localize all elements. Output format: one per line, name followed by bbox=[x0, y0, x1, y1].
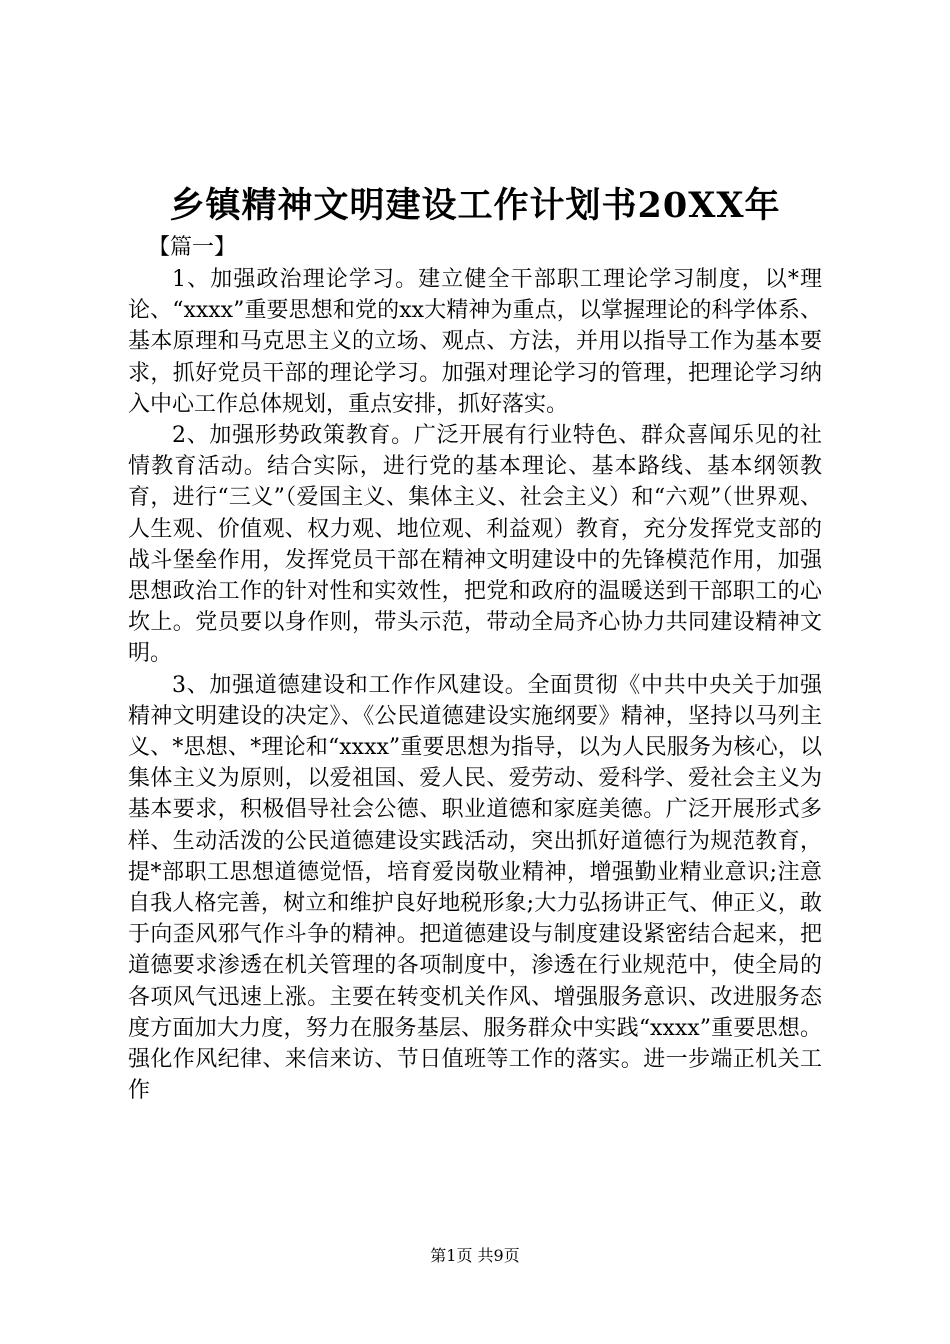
document-body bbox=[128, 264, 822, 1106]
paragraph-3: 3、加强道德建设和工作作风建设。全面贯彻《中共中央关于加强精神文明建设的决定》、《公民道德建设实施纲要》精神，坚持以马列主义、*思想、*理论和“xxxx”重要思想为指导，以为人民服务为核心，以集体主义为原则，以爱祖国、爱人民、爱劳动、爱科学、爱社会主义为基本要求，积极倡导社会公德、职业道德和家庭美德。广泛开展形式多样、生动活泼的公民道德建设实践活动，突出抓好道德行为规范教育，提*部职工思想道德觉悟，培育爱岗敬业精神，增强勤业精业意识;注意自我人格完善，树立和维护良好地税形象;大力弘扬讲正气、伸正义，敢于向歪风邪气作斗争的精神。把道德建设与制度建设紧密结合起来，把道德要求渗透在机关管理的各项制度中，渗透在行业规范中，使全局的各项风气迅速上涨。主要在转变机关作风、增强服务意识、改进服务态度方面加大力度，努力在服务基层、服务群众中实践“xxxx”重要思想。强化作风纪律、来信来访、节日值班等工作的落实。进一步端正机关工作 bbox=[128, 672, 822, 1104]
section-label: 【篇一】 bbox=[148, 235, 237, 260]
document-title: 乡镇精神文明建设工作计划书20XX年 bbox=[169, 185, 781, 226]
page-number-footer: 第1页 共9页 bbox=[430, 1246, 520, 1265]
paragraph-1: 1、加强政治理论学习。建立健全干部职工理论学习制度，以*理论、“xxxx”重要思想和党的xx大精神为重点，以掌握理论的科学体系、基本原理和马克思主义的立场、观点、方法，并用以指导工作为基本要求，抓好党员干部的理论学习。加强对理论学习的管理，把理论学习纳入中心工作总体规划，重点安排，抓好落实。 bbox=[128, 267, 822, 417]
paragraph-2: 2、加强形势政策教育。广泛开展有行业特色、群众喜闻乐见的社情教育活动。结合实际，进行党的基本理论、基本路线、基本纲领教育，进行“三义”（爱国主义、集体主义、社会主义）和“六观”（世界观、人生观、价值观、权力观、地位观、利益观）教育，充分发挥党支部的战斗堡垒作用，发挥党员干部在精神文明建设中的先锋模范作用，加强思想政治工作的针对性和实效性，把党和政府的温暖送到干部职工的心坎上。党员要以身作则，带头示范，带动全局齐心协力共同建设精神文明。 bbox=[128, 423, 822, 667]
